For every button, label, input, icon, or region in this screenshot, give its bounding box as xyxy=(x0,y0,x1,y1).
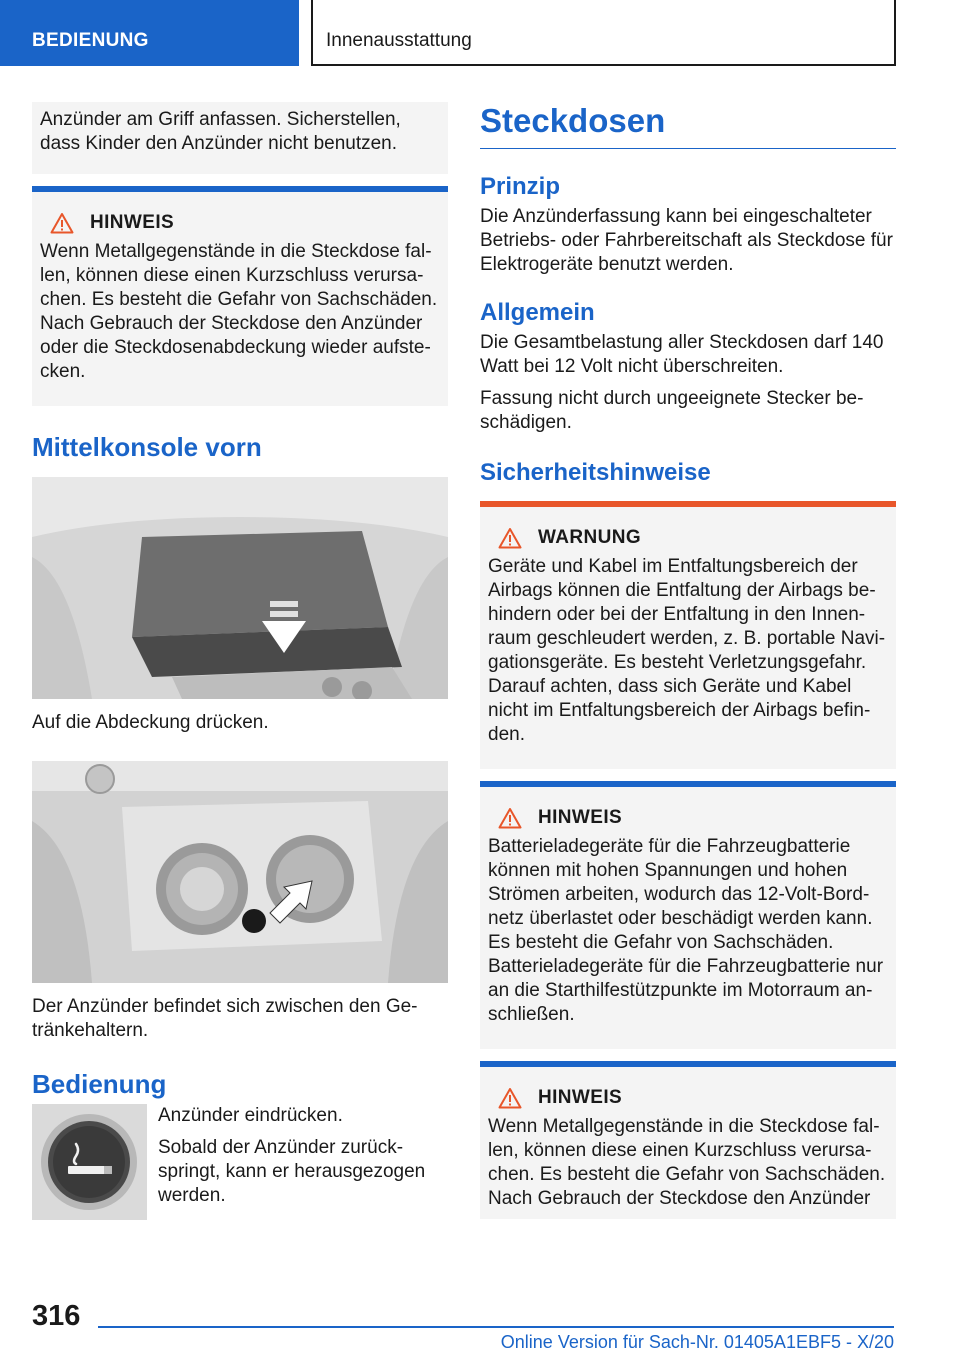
bedienung-step-2: Sobald der Anzünder zurückspringt, kann er herausgezogen werden. xyxy=(158,1137,426,1206)
warning-header xyxy=(498,525,888,551)
footer-online-version: Online Version für Sach-Nr. 01405A1EBF5 - X/20 xyxy=(500,1332,894,1352)
hint-header xyxy=(50,210,440,236)
page-number: 316 xyxy=(32,1300,81,1332)
heading-allgemein: Allgemein xyxy=(480,299,595,326)
hint-title: HINWEIS xyxy=(538,1087,623,1108)
heading-sicherheitshinweise: Sicherheitshinweise xyxy=(480,459,711,486)
prinzip-text: Die Anzünderfassung kann bei eingeschalteter Betriebs- oder Fahrbereitschaft als Steckdose für Elektrogeräte benutzt werden. xyxy=(480,206,893,275)
footer-divider xyxy=(98,1326,894,1328)
hint-box-1 xyxy=(32,186,448,406)
bedienung-step-1: Anzünder eindrücken. xyxy=(158,1105,343,1126)
section-title: Innenausstattung xyxy=(326,30,472,51)
hint-header xyxy=(498,805,888,831)
heading-prinzip: Prinzip xyxy=(480,173,561,200)
caption-cover: Auf die Abdeckung drücken. xyxy=(32,712,269,733)
hint-text: Batterieladegeräte für die Fahrzeugbatterie können mit hohen Spannungen und hohen Strömen arbeiten, wodurch das 12-Volt-Bordnetz überlastet oder beschädigt werden kann. Es besteht die Gefahr von Sachschäden. Batterieladegeräte für die Fahrzeugbatterie nur an die Starthilfestützpunkte im Motorraum anschließen. xyxy=(488,836,884,1025)
warning-triangle-icon xyxy=(50,212,74,234)
right-column xyxy=(480,102,896,1219)
console-cover-photo xyxy=(32,477,448,699)
warning-triangle-icon xyxy=(498,807,522,829)
caption-lighter-location: Der Anzünder befindet sich zwischen den Getränkehaltern. xyxy=(32,996,418,1041)
allgemein-text-2: Fassung nicht durch ungeeignete Stecker beschädigen. xyxy=(480,388,864,433)
hint-header xyxy=(498,1085,888,1111)
heading-bedienung: Bedienung xyxy=(32,1069,167,1099)
hint-box-2 xyxy=(480,781,896,1049)
warning-triangle-icon xyxy=(498,527,522,549)
hint-box-3 xyxy=(480,1061,896,1219)
hint-title: HINWEIS xyxy=(90,212,175,233)
cupholder-lighter-photo xyxy=(32,761,448,983)
top-note-text: Anzünder am Griff anfassen. Sicherstellen, dass Kinder den Anzünder nicht benutzen. xyxy=(40,109,401,154)
bedienung-text xyxy=(158,1104,448,1208)
heading-steckdosen: Steckdosen xyxy=(480,102,896,149)
hint-text: Wenn Metallgegenstände in die Steckdose fallen, können diese einen Kurzschluss verursachen. Es besteht die Gefahr von Sachschäden. Nach Gebrauch der Steckdose den Anzünder xyxy=(488,1116,886,1209)
left-column xyxy=(32,102,448,1222)
bedienung-block xyxy=(32,1104,448,1222)
top-note-box xyxy=(32,102,448,174)
hint-text: Wenn Metallgegenstände in die Steckdose fallen, können diese einen Kurzschluss verursachen. Es besteht die Gefahr von Sachschäden. Nach Gebrauch der Steckdose den Anzünder oder die Steckdosenabdeckung wieder aufstecken. xyxy=(40,241,438,382)
warning-title: WARNUNG xyxy=(538,527,642,548)
heading-mittelkonsole: Mittelkonsole vorn xyxy=(32,432,262,462)
allgemein-text-1: Die Gesamtbelastung aller Steckdosen darf 140 Watt bei 12 Volt nicht überschreiten. xyxy=(480,332,884,377)
chapter-title: BEDIENUNG xyxy=(32,30,149,51)
hint-title: HINWEIS xyxy=(538,807,623,828)
warning-text: Geräte und Kabel im Entfaltungsbereich der Airbags können die Entfaltung der Airbags behindern oder bei der Entfaltung in den Innenraum geschleudert werden, z. B. portable Navigationsgeräte. Es besteht Verletzungsgefahr. Darauf achten, dass sich Geräte und Kabel nicht im Entfaltungsbereich der Airbags befinden. xyxy=(488,556,886,745)
warning-box xyxy=(480,501,896,769)
warning-triangle-icon xyxy=(498,1087,522,1109)
lighter-button-photo xyxy=(32,1104,147,1220)
